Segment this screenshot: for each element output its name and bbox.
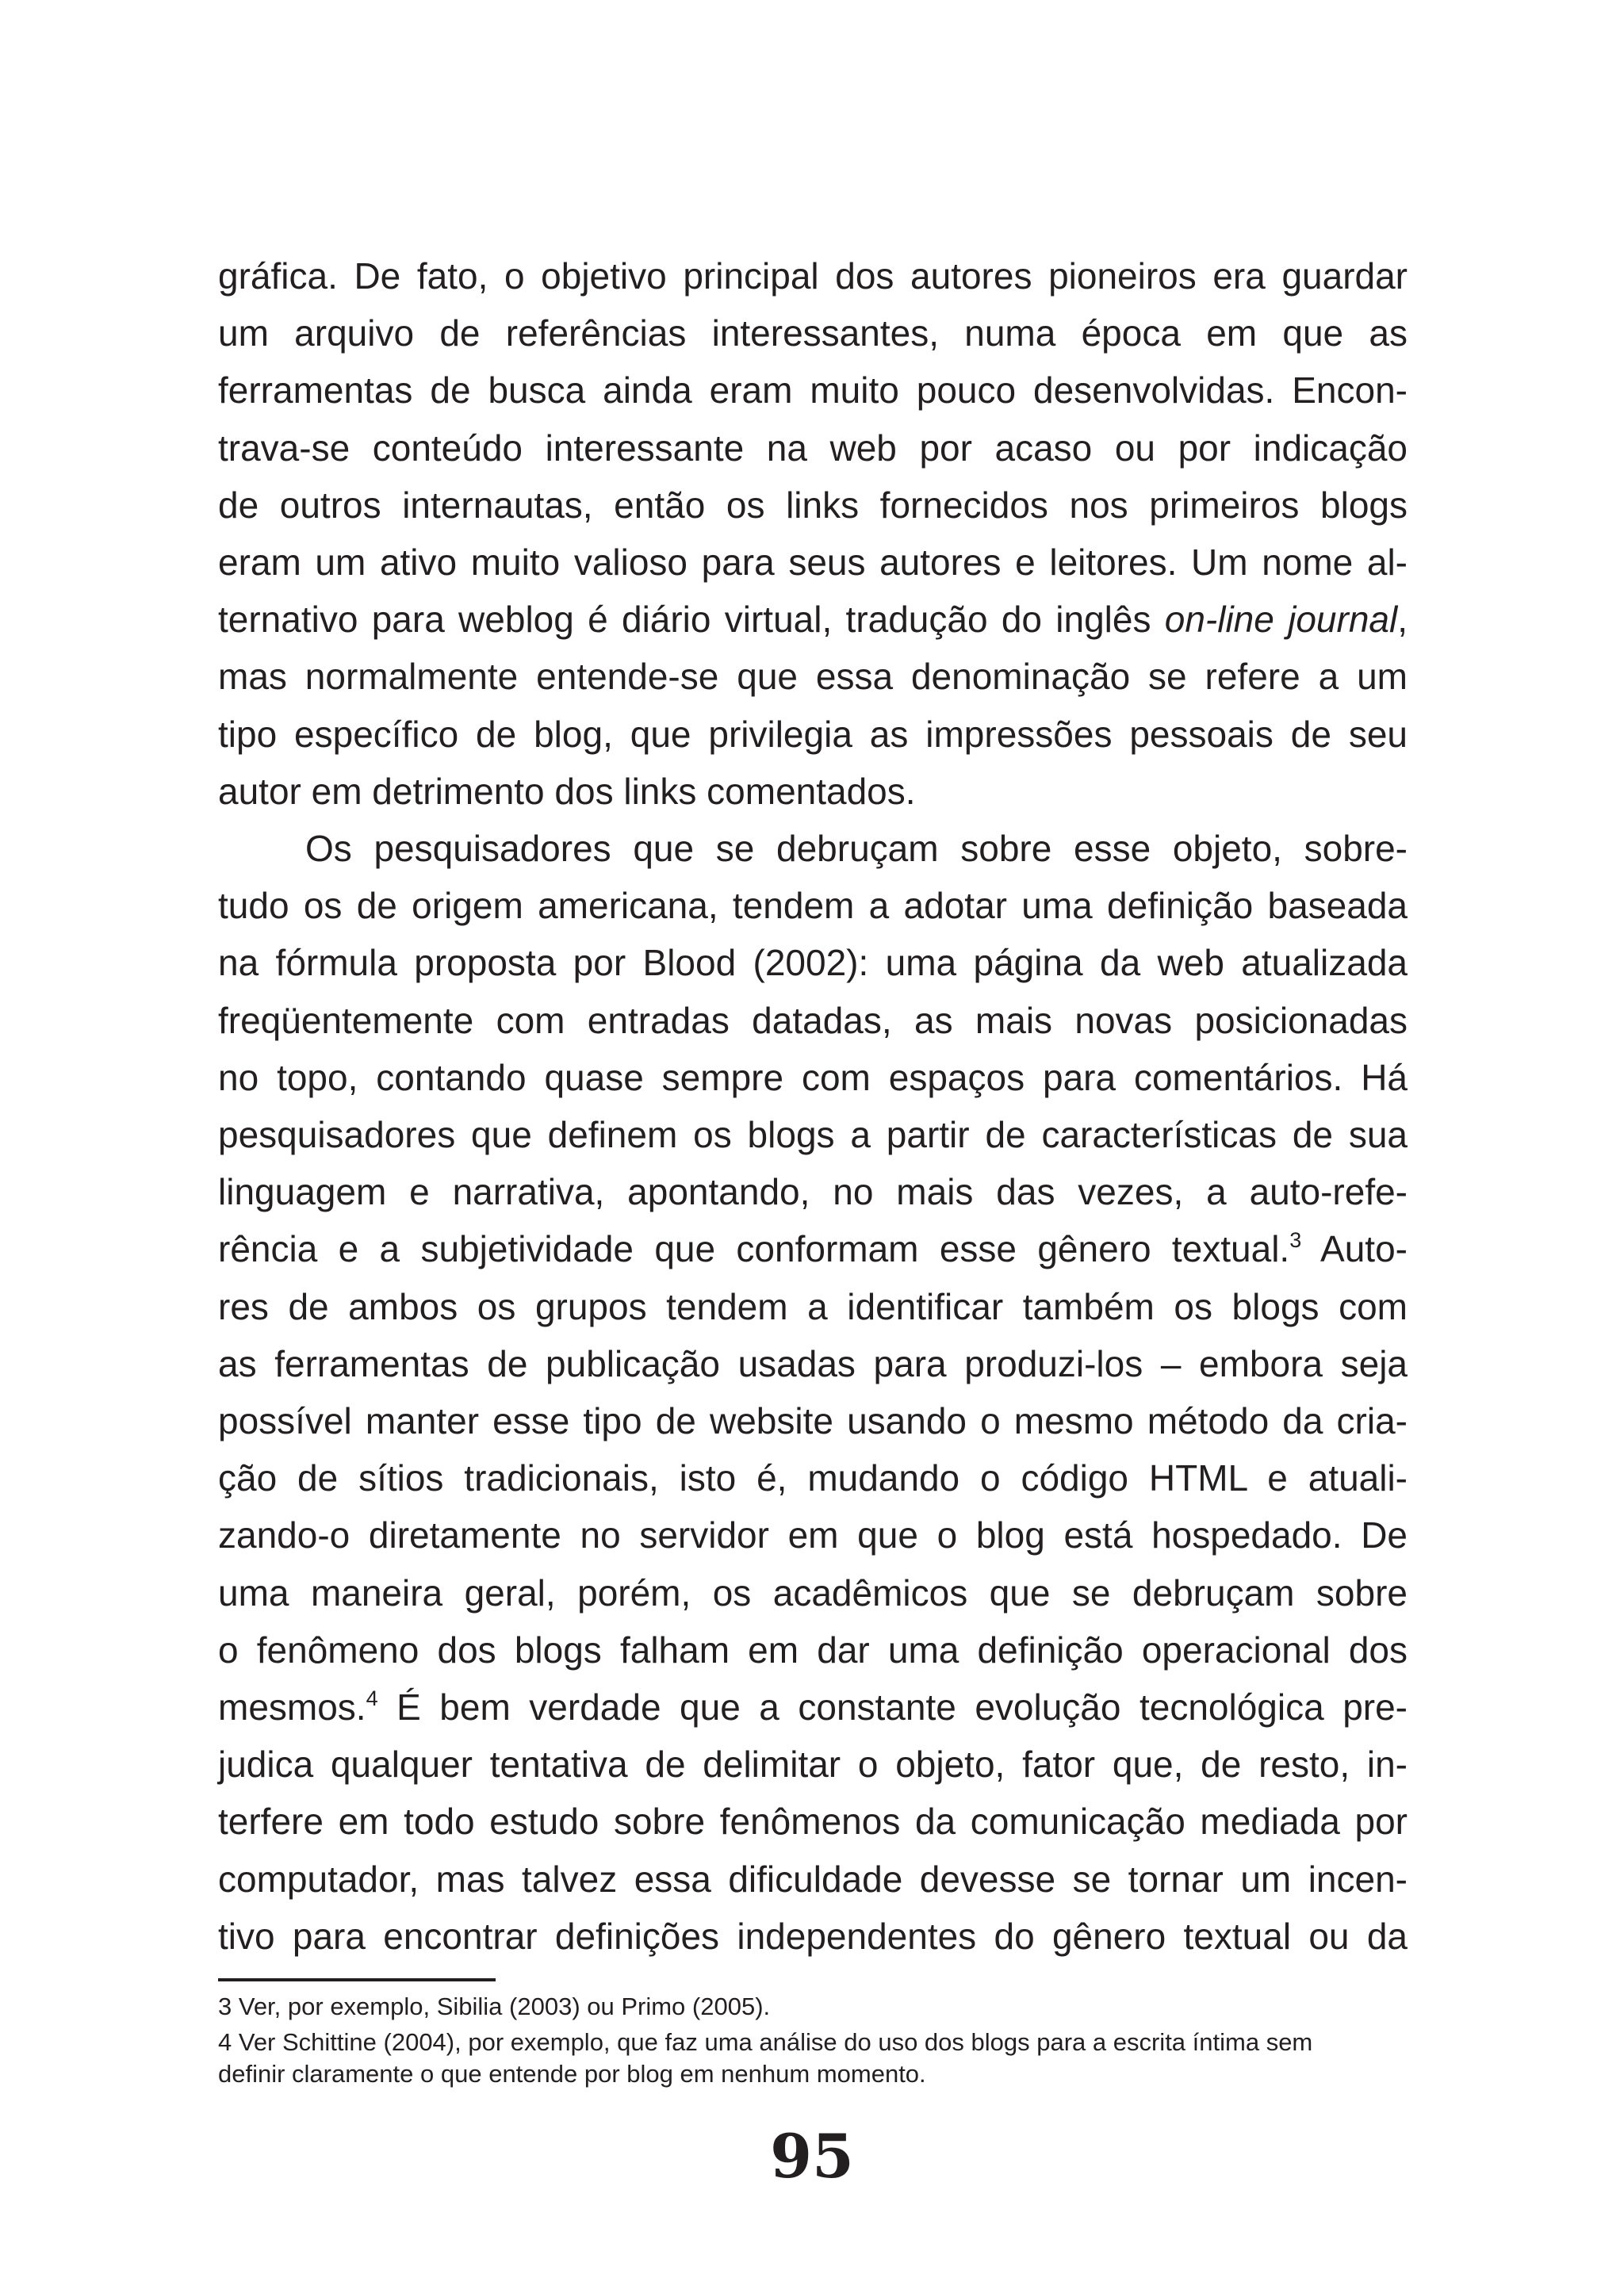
text-line: linguagem e narrativa, apontando, no mais das vezes, a auto-refe- [218,1171,1408,1212]
footnote-reference: 3 [1289,1228,1302,1252]
footnote-separator [218,1978,496,1981]
text-line: um arquivo de referências interessantes, numa época em que as [218,312,1408,354]
text-line: rência e a subjetividade que conformam esse gênero textual.$^3$ Auto- [218,1228,1408,1269]
italic-term: on-line journal [1164,599,1398,640]
text-line: possível manter esse tipo de website usando o mesmo método da cria- [218,1400,1408,1441]
text-line: as ferramentas de publicação usadas para produzi-los – embora seja [218,1343,1408,1384]
page-number: 95 [770,2121,854,2192]
footnote-4-continuation: definir claramente o que entende por blog em nenhum momento. [218,2060,926,2088]
text-line: res de ambos os grupos tendem a identificar também os blogs com [218,1286,1408,1327]
text-line: tivo para encontrar definições independentes do gênero textual ou da [218,1916,1408,1957]
footnote-3: 3 Ver, por exemplo, Sibilia (2003) ou Primo (2005). [218,1993,771,2020]
text-line: eram um ativo muito valioso para seus autores e leitores. Um nome al- [218,542,1408,583]
text-line: autor em detrimento dos links comentados. [218,771,916,812]
text-line: ferramentas de busca ainda eram muito pouco desenvolvidas. Encon- [218,369,1408,411]
text-line: tudo os de origem americana, tendem a adotar uma definição baseada [218,885,1408,926]
text-line: freqüentemente com entradas datadas, as mais novas posicionadas [218,1000,1408,1041]
text-line: de outros internautas, então os links fornecidos nos primeiros blogs [218,484,1408,526]
text-line: computador, mas talvez essa dificuldade devesse se tornar um incen- [218,1859,1408,1900]
text-line: o fenômeno dos blogs falham em dar uma definição operacional dos [218,1629,1408,1671]
text-line: gráfica. De fato, o objetivo principal dos autores pioneiros era guardar [218,255,1408,297]
text-line: mesmos.$^4$ É bem verdade que a constante evolução tecnológica pre- [218,1686,1408,1728]
text-line: terfere em todo estudo sobre fenômenos da comunicação mediada por [218,1801,1408,1842]
text-line: ção de sítios tradicionais, isto é, mudando o código HTML e atuali- [218,1457,1408,1499]
text-line: no topo, contando quase sempre com espaços para comentários. Há [218,1057,1408,1098]
text-line: mas normalmente entende-se que essa denominação se refere a um [218,656,1408,697]
footnote-reference: 4 [366,1686,378,1710]
text-line: zando-o diretamente no servidor em que o blog está hospedado. De [218,1514,1408,1556]
text-line: judica qualquer tentativa de delimitar o objeto, fator que, de resto, in- [218,1744,1408,1785]
text-line: na fórmula proposta por Blood (2002): uma página da web atualizada [218,942,1408,983]
text-line: tipo específico de blog, que privilegia as impressões pessoais de seu [218,714,1408,755]
text-line: pesquisadores que definem os blogs a partir de características de sua [218,1114,1408,1155]
footnote-4: 4 Ver Schittine (2004), por exemplo, que faz uma análise do uso dos blogs para a escrita íntima sem [218,2028,1313,2056]
text-line: trava-se conteúdo interessante na web por acaso ou por indicação [218,427,1408,469]
text-line: ternativo para weblog é diário virtual, tradução do inglês on-line journal, [218,599,1408,640]
text-line: Os pesquisadores que se debruçam sobre esse objeto, sobre- [305,828,1408,869]
text-line: uma maneira geral, porém, os acadêmicos que se debruçam sobre [218,1572,1408,1614]
